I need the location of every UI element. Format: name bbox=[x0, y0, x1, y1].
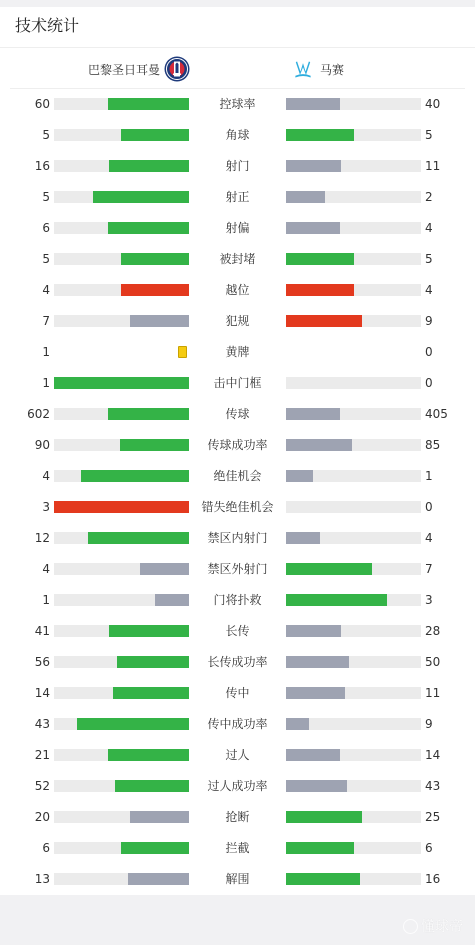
stat-label: 门将扑救 bbox=[213, 593, 262, 607]
marseille-crest-icon bbox=[292, 58, 314, 80]
away-bar-fill bbox=[286, 873, 360, 885]
away-value: 25 bbox=[425, 810, 441, 824]
watermark-text: 懂球帝 bbox=[421, 919, 463, 935]
home-bar-fill bbox=[128, 873, 189, 885]
stat-label: 抢断 bbox=[225, 810, 250, 824]
away-bar-track bbox=[286, 594, 421, 606]
home-bar-track bbox=[54, 749, 189, 761]
home-value: 1 bbox=[42, 376, 50, 390]
home-bar-fill bbox=[121, 842, 189, 854]
home-bar-fill bbox=[88, 532, 189, 544]
home-bar-track bbox=[54, 811, 189, 823]
stat-row bbox=[0, 740, 475, 771]
stat-label: 犯规 bbox=[225, 314, 250, 328]
stat-row bbox=[0, 771, 475, 802]
home-bar-fill bbox=[117, 656, 189, 668]
away-bar-track bbox=[286, 656, 421, 668]
home-bar-fill bbox=[121, 129, 189, 141]
stat-row bbox=[0, 430, 475, 461]
stat-row bbox=[0, 492, 475, 523]
home-bar-fill bbox=[93, 191, 189, 203]
home-bar-track bbox=[54, 253, 189, 265]
away-bar-fill bbox=[286, 160, 341, 172]
home-bar-track bbox=[54, 470, 189, 482]
stat-row bbox=[0, 709, 475, 740]
away-bar-fill bbox=[286, 98, 340, 110]
stat-label: 长传 bbox=[225, 624, 250, 638]
away-value: 4 bbox=[425, 283, 433, 297]
home-value: 5 bbox=[42, 128, 50, 142]
home-bar-fill bbox=[108, 408, 189, 420]
away-bar-fill bbox=[286, 656, 349, 668]
home-bar-fill bbox=[115, 780, 189, 792]
away-team-name: 马赛 bbox=[320, 62, 345, 77]
home-bar-fill bbox=[108, 98, 189, 110]
home-bar-fill bbox=[109, 625, 189, 637]
home-bar-fill bbox=[109, 160, 189, 172]
stat-label: 击中门框 bbox=[213, 376, 262, 390]
home-bar-track bbox=[54, 129, 189, 141]
stat-row bbox=[0, 802, 475, 833]
psg-crest-icon bbox=[164, 56, 190, 82]
home-bar-track bbox=[54, 563, 189, 575]
stat-label: 过人 bbox=[225, 748, 250, 762]
away-bar-track bbox=[286, 284, 421, 296]
away-bar-track bbox=[286, 160, 421, 172]
away-bar-track bbox=[286, 470, 421, 482]
away-value: 0 bbox=[425, 376, 433, 390]
home-bar-track bbox=[54, 780, 189, 792]
away-bar-fill bbox=[286, 439, 352, 451]
home-value: 4 bbox=[42, 562, 50, 576]
away-value: 5 bbox=[425, 128, 433, 142]
home-bar-track bbox=[54, 594, 189, 606]
away-value: 14 bbox=[425, 748, 441, 762]
home-value: 6 bbox=[42, 221, 50, 235]
home-value: 56 bbox=[34, 655, 50, 669]
away-bar-track bbox=[286, 253, 421, 265]
home-team-name: 巴黎圣日耳曼 bbox=[87, 62, 160, 77]
home-bar-fill bbox=[108, 749, 189, 761]
stat-row bbox=[0, 306, 475, 337]
away-team[interactable] bbox=[292, 55, 344, 83]
home-bar-track bbox=[54, 501, 189, 513]
home-bar-track bbox=[54, 377, 189, 389]
home-value: 602 bbox=[27, 407, 50, 421]
stat-label: 射正 bbox=[225, 190, 250, 204]
team-header bbox=[0, 55, 475, 83]
away-bar-track bbox=[286, 501, 421, 513]
stat-row bbox=[0, 461, 475, 492]
home-bar-track bbox=[54, 315, 189, 327]
home-bar-track bbox=[54, 439, 189, 451]
stat-row bbox=[0, 89, 475, 120]
away-value: 43 bbox=[425, 779, 441, 793]
stat-label: 传中 bbox=[225, 686, 250, 700]
home-bar-track bbox=[54, 656, 189, 668]
away-bar-track bbox=[286, 687, 421, 699]
stat-label: 传球 bbox=[225, 407, 250, 421]
away-value: 0 bbox=[425, 345, 433, 359]
home-value: 3 bbox=[42, 500, 50, 514]
stat-row bbox=[0, 523, 475, 554]
away-value: 28 bbox=[425, 624, 441, 638]
away-bar-fill bbox=[286, 811, 362, 823]
away-bar-track bbox=[286, 625, 421, 637]
away-bar-fill bbox=[286, 749, 340, 761]
away-bar-track bbox=[286, 98, 421, 110]
away-bar-fill bbox=[286, 253, 354, 265]
away-value: 85 bbox=[425, 438, 441, 452]
home-bar-fill bbox=[120, 439, 189, 451]
home-bar-fill bbox=[140, 563, 189, 575]
stat-label: 传中成功率 bbox=[207, 717, 268, 731]
watermark bbox=[403, 916, 463, 936]
stat-row bbox=[0, 337, 475, 368]
away-bar-track bbox=[286, 811, 421, 823]
away-bar-fill bbox=[286, 780, 347, 792]
stat-label: 传球成功率 bbox=[207, 438, 268, 452]
home-team[interactable] bbox=[88, 55, 190, 83]
away-bar-track bbox=[286, 532, 421, 544]
away-bar-fill bbox=[286, 191, 325, 203]
home-value: 52 bbox=[34, 779, 50, 793]
away-value: 50 bbox=[425, 655, 441, 669]
stat-row bbox=[0, 833, 475, 864]
away-value: 6 bbox=[425, 841, 433, 855]
home-bar-fill bbox=[130, 315, 189, 327]
home-bar-track bbox=[54, 98, 189, 110]
home-value: 20 bbox=[34, 810, 50, 824]
away-bar-fill bbox=[286, 563, 372, 575]
away-value: 0 bbox=[425, 500, 433, 514]
away-value: 2 bbox=[425, 190, 433, 204]
stat-label: 拦截 bbox=[225, 841, 250, 855]
stat-label: 被封堵 bbox=[219, 252, 256, 266]
home-bar-track bbox=[54, 408, 189, 420]
home-bar-track bbox=[54, 842, 189, 854]
stat-row bbox=[0, 864, 475, 895]
away-value: 9 bbox=[425, 314, 433, 328]
home-value: 1 bbox=[42, 345, 50, 359]
home-bar-track bbox=[54, 160, 189, 172]
home-bar-fill bbox=[130, 811, 189, 823]
away-value: 3 bbox=[425, 593, 433, 607]
home-value: 16 bbox=[34, 159, 50, 173]
away-value: 16 bbox=[425, 872, 441, 886]
home-value: 60 bbox=[34, 97, 50, 111]
home-bar-track bbox=[54, 873, 189, 885]
away-bar-fill bbox=[286, 408, 340, 420]
stat-row bbox=[0, 647, 475, 678]
home-value: 90 bbox=[34, 438, 50, 452]
away-bar-track bbox=[286, 749, 421, 761]
away-bar-track bbox=[286, 377, 421, 389]
home-value: 13 bbox=[34, 872, 50, 886]
away-bar-fill bbox=[286, 222, 340, 234]
home-bar-track bbox=[54, 625, 189, 637]
away-bar-track bbox=[286, 129, 421, 141]
stat-row bbox=[0, 244, 475, 275]
away-bar-fill bbox=[286, 842, 354, 854]
home-bar-fill bbox=[121, 284, 189, 296]
away-bar-fill bbox=[286, 470, 313, 482]
home-value: 41 bbox=[34, 624, 50, 638]
away-value: 40 bbox=[425, 97, 441, 111]
home-bar-track bbox=[54, 191, 189, 203]
home-value: 21 bbox=[34, 748, 50, 762]
stat-row bbox=[0, 616, 475, 647]
home-bar-fill bbox=[77, 718, 189, 730]
home-value: 1 bbox=[42, 593, 50, 607]
away-bar-fill bbox=[286, 315, 362, 327]
away-bar-track bbox=[286, 873, 421, 885]
away-bar-track bbox=[286, 780, 421, 792]
stat-label: 射偏 bbox=[225, 221, 250, 235]
home-value: 5 bbox=[42, 252, 50, 266]
stat-label: 长传成功率 bbox=[207, 655, 268, 669]
stat-label: 绝佳机会 bbox=[213, 469, 262, 483]
away-value: 5 bbox=[425, 252, 433, 266]
home-bar-fill bbox=[121, 253, 189, 265]
stat-row bbox=[0, 678, 475, 709]
away-bar-track bbox=[286, 408, 421, 420]
stat-label: 禁区内射门 bbox=[207, 531, 268, 545]
stat-label: 解围 bbox=[225, 872, 250, 886]
away-value: 7 bbox=[425, 562, 433, 576]
away-value: 405 bbox=[425, 407, 448, 421]
away-value: 11 bbox=[425, 159, 441, 173]
stat-row bbox=[0, 554, 475, 585]
stat-label: 越位 bbox=[225, 283, 250, 297]
home-bar-track bbox=[54, 532, 189, 544]
stat-row bbox=[0, 151, 475, 182]
home-bar-track bbox=[54, 687, 189, 699]
home-value: 4 bbox=[42, 283, 50, 297]
section-title: 技术统计 bbox=[15, 16, 80, 35]
stats-card bbox=[0, 7, 475, 895]
stat-label: 过人成功率 bbox=[207, 779, 268, 793]
home-bar-fill bbox=[54, 377, 189, 389]
home-value: 5 bbox=[42, 190, 50, 204]
home-value: 43 bbox=[34, 717, 50, 731]
home-bar-track bbox=[54, 284, 189, 296]
home-bar-fill bbox=[108, 222, 189, 234]
home-value: 6 bbox=[42, 841, 50, 855]
stat-row bbox=[0, 368, 475, 399]
home-bar-fill bbox=[155, 594, 189, 606]
home-value: 4 bbox=[42, 469, 50, 483]
stat-row bbox=[0, 275, 475, 306]
away-value: 1 bbox=[425, 469, 433, 483]
away-bar-fill bbox=[286, 718, 309, 730]
away-bar-fill bbox=[286, 625, 341, 637]
stat-label: 射门 bbox=[225, 159, 250, 173]
away-value: 4 bbox=[425, 531, 433, 545]
away-bar-track bbox=[286, 439, 421, 451]
away-bar-fill bbox=[286, 129, 354, 141]
away-bar-track bbox=[286, 191, 421, 203]
away-bar-fill bbox=[286, 594, 387, 606]
home-bar-track bbox=[54, 222, 189, 234]
away-bar-track bbox=[286, 563, 421, 575]
away-value: 11 bbox=[425, 686, 441, 700]
home-value: 7 bbox=[42, 314, 50, 328]
away-value: 9 bbox=[425, 717, 433, 731]
away-bar-track bbox=[286, 315, 421, 327]
stat-row bbox=[0, 399, 475, 430]
stat-label: 控球率 bbox=[219, 97, 256, 111]
away-value: 4 bbox=[425, 221, 433, 235]
home-bar-fill bbox=[81, 470, 189, 482]
home-bar-fill bbox=[54, 501, 189, 513]
away-bar-fill bbox=[286, 284, 354, 296]
away-bar-fill bbox=[286, 687, 345, 699]
soccer-ball-icon bbox=[403, 919, 418, 934]
home-value: 12 bbox=[34, 531, 50, 545]
stats-list bbox=[0, 89, 475, 895]
home-bar-fill bbox=[113, 687, 189, 699]
stat-label: 禁区外射门 bbox=[207, 562, 268, 576]
stat-row bbox=[0, 120, 475, 151]
away-bar-track bbox=[286, 222, 421, 234]
stat-row bbox=[0, 585, 475, 616]
away-bar-fill bbox=[286, 532, 320, 544]
stat-label: 角球 bbox=[225, 128, 250, 142]
stat-row bbox=[0, 213, 475, 244]
home-bar-track bbox=[54, 718, 189, 730]
away-bar-track bbox=[286, 842, 421, 854]
stat-label: 错失绝佳机会 bbox=[201, 500, 274, 514]
away-bar-track bbox=[286, 718, 421, 730]
stat-label: 黄牌 bbox=[225, 345, 250, 359]
yellow-card-icon bbox=[178, 346, 187, 358]
home-value: 14 bbox=[34, 686, 50, 700]
stat-row bbox=[0, 182, 475, 213]
title-divider bbox=[0, 47, 475, 48]
